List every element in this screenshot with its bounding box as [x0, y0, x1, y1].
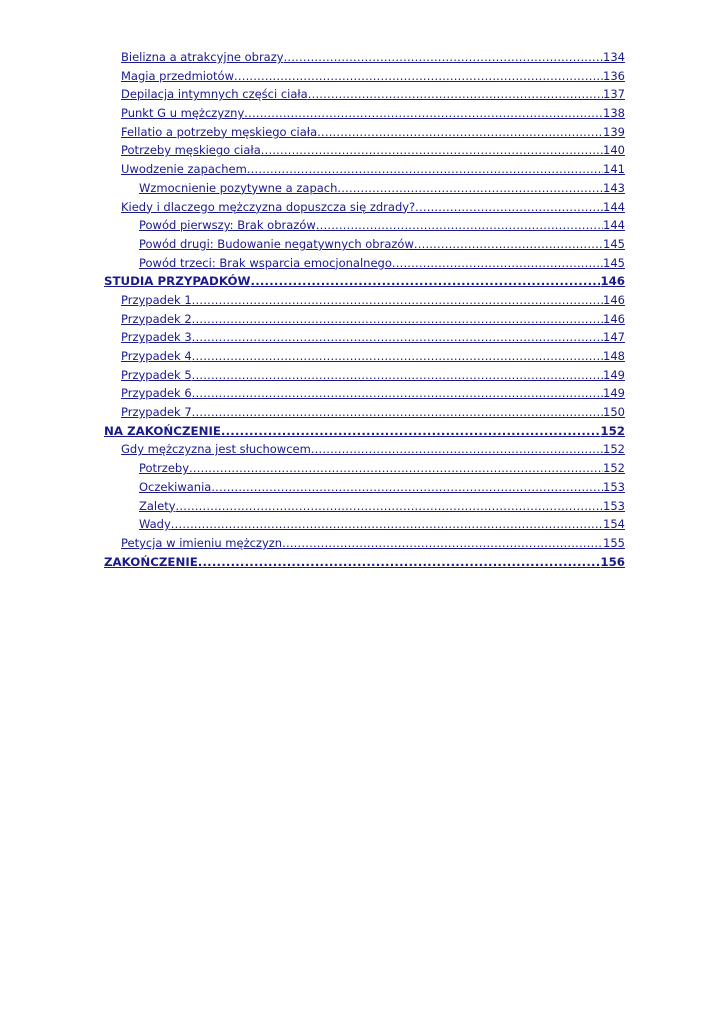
toc-dot-leader — [308, 87, 603, 101]
toc-page-number: 146 — [603, 292, 625, 307]
toc-entry[interactable] — [104, 517, 625, 536]
toc-dot-leader — [192, 405, 603, 419]
toc-entry[interactable] — [104, 499, 625, 518]
toc-page-number: 134 — [603, 50, 625, 64]
toc-entry-title: NA ZAKOŃCZENIE — [104, 423, 221, 438]
toc-entry[interactable] — [104, 368, 625, 387]
toc-dot-leader — [247, 162, 603, 176]
toc-dot-leader — [392, 256, 603, 270]
toc-entry[interactable] — [104, 330, 625, 349]
toc-chapter-entry[interactable] — [104, 424, 625, 443]
toc-entry-title: Fellatio a potrzeby męskiego ciała — [121, 124, 318, 139]
toc-page-number: 149 — [603, 367, 625, 382]
toc-entry[interactable] — [104, 200, 625, 219]
toc-dot-leader — [176, 499, 604, 513]
toc-dot-leader — [192, 368, 603, 382]
toc-page-number: 146 — [603, 311, 625, 326]
toc-page-number: 144 — [603, 218, 625, 233]
toc-entry-title: STUDIA PRZYPADKÓW — [104, 274, 251, 289]
toc-page-number: 145 — [603, 255, 625, 270]
toc-page-number: 152 — [603, 461, 625, 476]
toc-page-number: 148 — [603, 349, 625, 363]
toc-dot-leader — [189, 461, 603, 475]
toc-entry[interactable] — [104, 69, 625, 88]
toc-chapter-entry[interactable] — [104, 274, 625, 293]
toc-entry[interactable] — [104, 237, 625, 256]
toc-dot-leader — [317, 125, 603, 139]
toc-entry-title: Potrzeby męskiego ciała — [121, 143, 261, 158]
toc-entry-title: Przypadek 4 — [121, 349, 192, 363]
toc-page-number: 156 — [600, 554, 625, 569]
toc-page-number: 139 — [603, 124, 625, 139]
toc-entry[interactable] — [104, 386, 625, 405]
toc-entry-title: Przypadek 3 — [121, 330, 192, 345]
toc-dot-leader — [337, 181, 603, 195]
toc-entry-title: Przypadek 2 — [121, 311, 192, 326]
toc-entry[interactable] — [104, 405, 625, 424]
toc-page-number: 153 — [603, 479, 625, 494]
toc-page-number: 138 — [603, 106, 625, 121]
toc-entry-title: Wady — [139, 517, 171, 532]
toc-entry-title: Uwodzenie zapachem — [121, 162, 247, 177]
toc-entry-title: Petycja w imieniu mężczyzn — [121, 535, 283, 550]
toc-page-number: 145 — [603, 236, 625, 251]
toc-entry-title: Przypadek 7 — [121, 405, 192, 420]
toc-entry[interactable] — [104, 536, 625, 555]
toc-page-number: 141 — [603, 162, 625, 177]
toc-entry[interactable] — [104, 256, 625, 275]
toc-page-number: 147 — [603, 330, 625, 345]
toc-entry-title: Przypadek 5 — [121, 367, 192, 382]
toc-page-number: 137 — [603, 87, 625, 102]
toc-entry-title: Gdy mężczyzna jest słuchowcem — [121, 442, 311, 457]
toc-entry[interactable] — [104, 125, 625, 144]
toc-page-number: 140 — [603, 143, 625, 158]
toc-entry-title: Powód pierwszy: Brak obrazów — [139, 218, 316, 233]
toc-entry[interactable] — [104, 480, 625, 499]
toc-dot-leader — [251, 274, 601, 288]
toc-page-number: 144 — [603, 199, 625, 214]
toc-entry[interactable] — [104, 106, 625, 125]
toc-dot-leader — [414, 237, 603, 251]
toc-page-number: 150 — [603, 405, 625, 420]
toc-entry[interactable] — [104, 312, 625, 331]
toc-page-number: 155 — [603, 535, 625, 550]
toc-dot-leader — [198, 555, 601, 569]
toc-entry[interactable] — [104, 461, 625, 480]
toc-dot-leader — [171, 517, 603, 531]
toc-dot-leader — [192, 349, 603, 363]
toc-entry[interactable] — [104, 162, 625, 181]
toc-entry[interactable] — [104, 181, 625, 200]
toc-entry-title: Depilacja intymnych części ciała — [121, 87, 308, 102]
toc-entry-title: Bielizna a atrakcyjne obrazy — [121, 50, 284, 64]
toc-entry-title: Kiedy i dlaczego mężczyzna dopuszcza się zdrady? — [121, 199, 416, 214]
toc-dot-leader — [221, 424, 600, 438]
toc-entry[interactable] — [104, 143, 625, 162]
toc-page-number: 143 — [603, 180, 625, 195]
toc-page-number: 152 — [600, 423, 625, 438]
toc-entry[interactable] — [104, 293, 625, 312]
toc-page-number: 149 — [603, 386, 625, 401]
toc-entry-title: Zalety — [139, 498, 176, 513]
toc-entry-title: Wzmocnienie pozytywne a zapach — [139, 180, 338, 195]
toc-entry[interactable] — [104, 442, 625, 461]
toc-page-number: 154 — [603, 517, 625, 532]
toc-entry-title: Powód trzeci: Brak wsparcia emocjonalnego — [139, 255, 392, 270]
toc-entry-title: Oczekiwania — [139, 479, 212, 494]
table-of-contents — [104, 50, 625, 573]
toc-dot-leader — [316, 218, 603, 232]
toc-entry[interactable] — [104, 218, 625, 237]
toc-dot-leader — [192, 312, 603, 326]
toc-dot-leader — [311, 442, 603, 456]
toc-entry[interactable] — [104, 50, 625, 69]
toc-dot-leader — [234, 69, 603, 83]
toc-dot-leader — [192, 330, 603, 344]
toc-dot-leader — [192, 386, 603, 400]
toc-dot-leader — [244, 106, 603, 120]
toc-dot-leader — [284, 50, 603, 64]
toc-entry-title: Przypadek 6 — [121, 386, 192, 401]
toc-entry-title: Magia przedmiotów — [121, 68, 234, 83]
toc-entry-title: Powód drugi: Budowanie negatywnych obrazów — [139, 236, 414, 251]
toc-chapter-entry[interactable] — [104, 555, 625, 574]
toc-dot-leader — [282, 536, 603, 550]
toc-entry-title: Punkt G u mężczyzny — [121, 106, 245, 121]
toc-entry-title: ZAKOŃCZENIE — [104, 554, 198, 569]
toc-page-number: 152 — [603, 442, 625, 457]
toc-page-number: 153 — [603, 498, 625, 513]
toc-entry-title: Potrzeby — [139, 461, 190, 476]
toc-entry-title: Przypadek 1 — [121, 292, 192, 307]
toc-entry[interactable] — [104, 87, 625, 106]
toc-dot-leader — [415, 200, 603, 214]
toc-dot-leader — [211, 480, 603, 494]
toc-page-number: 146 — [600, 274, 625, 289]
toc-dot-leader — [261, 143, 603, 157]
toc-entry[interactable] — [104, 349, 625, 368]
toc-dot-leader — [192, 293, 603, 307]
toc-page-number: 136 — [603, 68, 625, 83]
